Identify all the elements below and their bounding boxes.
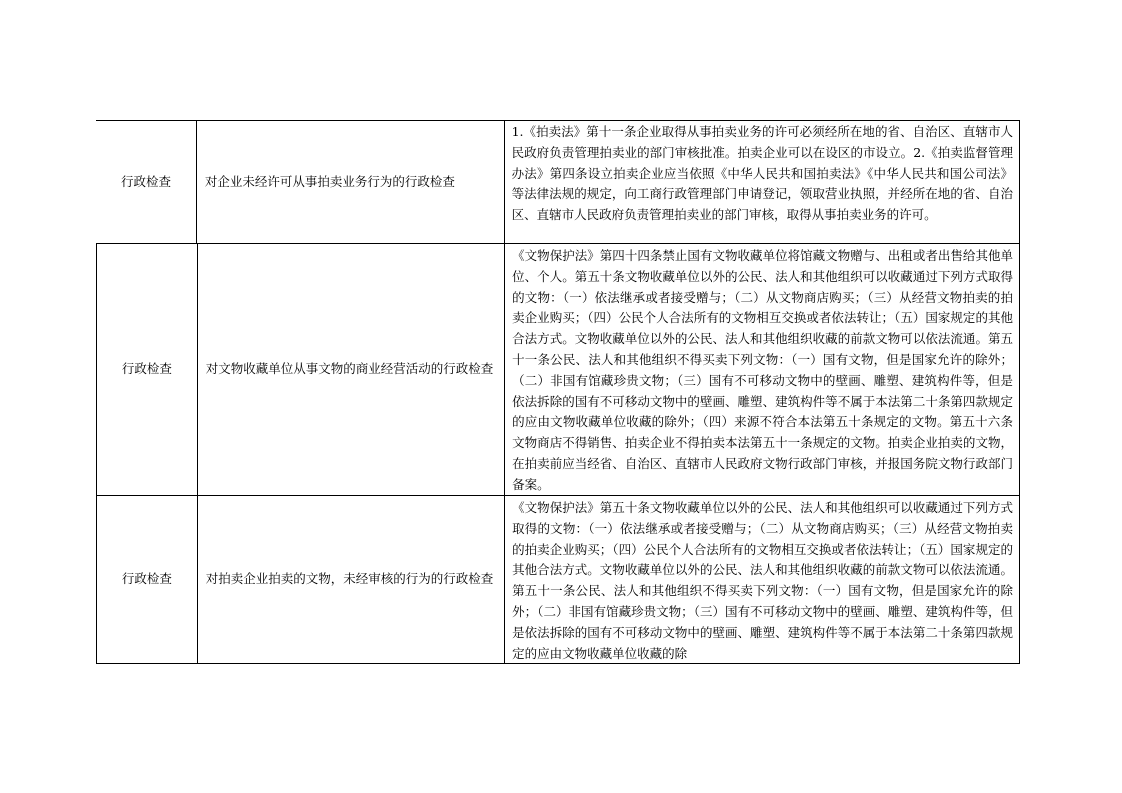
legal-basis-cell (505, 244, 1019, 495)
table-row (96, 244, 1020, 496)
inspection-item-cell (198, 244, 505, 495)
legal-basis-cell (505, 496, 1019, 663)
legal-basis-cell (505, 121, 1019, 243)
legal-basis: 《文物保护法》第五十条文物收藏单位以外的公民、法人和其他组织可以收藏通过下列方式取得的文物：（一）依法继承或者接受赠与；（二）从文物商店购买；（三）从经营文物拍卖的拍卖企业购买；（四）公民个人合法所有的文物相互交换或者依法转让；（五）国家规定的其他合法方式。文物收藏单位以外的公民、法人和其他组织收藏的前款文物可以依法流通。第五十一条公民、法人和其他组织不得买卖下列文物：（一）国有文物，但是国家允许的除外；（二）非国有馆藏珍贵文物；（三）国有不可移动文物中的壁画、雕塑、建筑构件等，但是依法拆除的国有不可移动文物中的壁画、雕塑、建筑构件等不属于本法第二十条第四款规定的应由文物收藏单位收藏的除 (512, 500, 1013, 661)
inspection-item: 对企业未经许可从事拍卖业务行为的行政检查 (204, 173, 455, 189)
table-row (96, 120, 1020, 244)
inspection-type: 行政检查 (120, 173, 171, 189)
inspection-type: 行政检查 (121, 571, 172, 587)
inspection-item: 对文物收藏单位从事文物的商业经营活动的行政检查 (205, 361, 494, 377)
inspection-type-cell (97, 496, 198, 663)
legal-basis: 《文物保护法》第四十四条禁止国有文物收藏单位将馆藏文物赠与、出租或者出售给其他单位、个人。第五十条文物收藏单位以外的公民、法人和其他组织可以收藏通过下列方式取得的文物：（一）依法继承或者接受赠与；（二）从文物商店购买；（三）从经营文物拍卖的拍卖企业购买；（四）公民个人合法所有的文物相互交换或者依法转让；（五）国家规定的其他合法方式。文物收藏单位以外的公民、法人和其他组织收藏的前款文物可以依法流通。第五十一条公民、法人和其他组织不得买卖下列文物：（一）国有文物，但是国家允许的除外；（二）非国有馆藏珍贵文物；（三）国有不可移动文物中的壁画、雕塑、建筑构件等，但是依法拆除的国有不可移动文物中的壁画、雕塑、建筑构件等不属于本法第二十条第四款规定的应由文物收藏单位收藏的除外；（四）来源不符合本法第五十条规定的文物。第五十六条文物商店不得销售、拍卖企业不得拍卖本法第五十一条规定的文物。拍卖企业拍卖的文物，在拍卖前应当经省、自治区、直辖市人民政府文物行政部门审核，并报国务院文物行政部门备案。 (512, 248, 1013, 492)
legal-basis: 1.《拍卖法》第十一条企业取得从事拍卖业务的许可必须经所在地的省、自治区、直辖市人民政府负责管理拍卖业的部门审核批准。拍卖企业可以在设区的市设立。2.《拍卖监督管理办法》第四条设立拍卖企业应当依照《中华人民共和国拍卖法》《中华人民共和国公司法》等法律法规的规定，向工商行政管理部门申请登记，领取营业执照，并经所在地的省、自治区、直辖市人民政府负责管理拍卖业的部门审核，取得从事拍卖业务的许可。 (511, 124, 1013, 223)
inspection-type-cell (96, 121, 197, 243)
table-row (96, 496, 1020, 664)
inspection-type-cell (97, 244, 198, 495)
inspection-item: 对拍卖企业拍卖的文物，未经审核的行为的行政检查 (205, 571, 494, 587)
inspection-type: 行政检查 (121, 361, 172, 377)
inspection-item-cell (198, 496, 505, 663)
inspection-item-cell (197, 121, 505, 243)
